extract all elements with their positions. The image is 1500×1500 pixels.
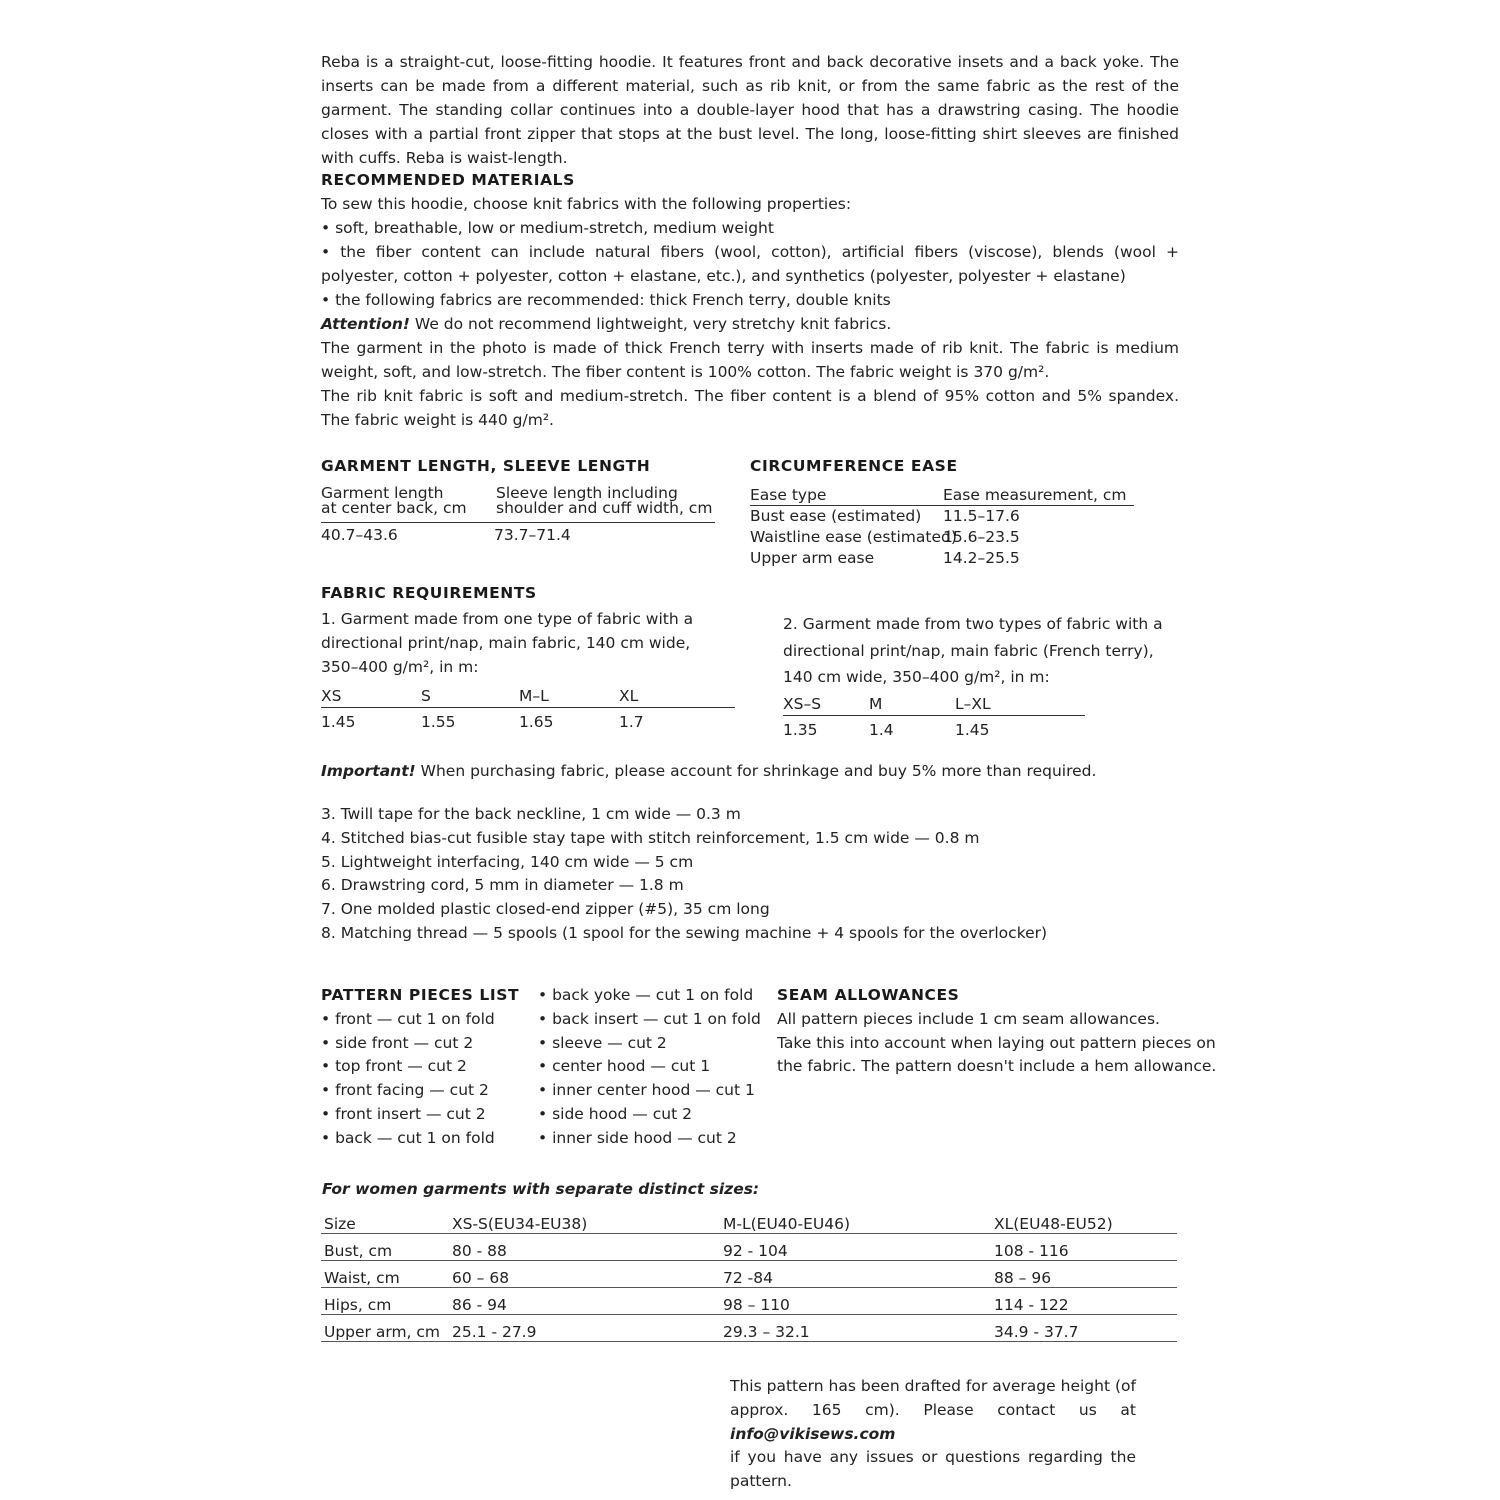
list-item: • front — cut 1 on fold [321,1009,495,1028]
notions-list [321,803,1047,946]
list-item: • front facing — cut 2 [321,1081,489,1100]
col1-line2: at center back, cm [321,499,467,517]
fabric-req-heading: FABRIC REQUIREMENTS [321,584,537,602]
table-header-cell: M-L(EU40-EU46) [720,1207,991,1234]
list-item: • center hood — cut 1 [538,1057,711,1076]
table-cell: Bust, cm [321,1234,449,1261]
fabric-option-2-value-row [783,721,1085,741]
list-item: • inner center hood — cut 1 [538,1081,755,1100]
ease-header-row [750,485,1134,506]
ease-col-type: Ease type [750,486,827,504]
important-note [321,762,1096,780]
ease-type: Waistline ease (estimated) [750,528,957,546]
fabric-option-2-size-row [783,695,1085,716]
table-cell: Waist, cm [321,1261,449,1288]
fabric-amount: 1.7 [619,713,644,731]
table-cell: 72 -84 [720,1261,991,1288]
list-item: • back yoke — cut 1 on fold [538,986,754,1004]
size-label: L–XL [955,695,991,713]
intro-paragraph: Reba is a straight-cut, loose-fitting hoodie. It features front and back decorative insets and a back yoke. The inserts can be made from a different material, such as rib knit, or from the same fabric as the rest of the garment. The standing collar continues into a double-layer hood that has a drawstring casing. The hoodie closes with a partial front zipper that stops at the bust level. The long, loose-fitting shirt sleeves are finished with cuffs. Reba is waist-length. [321,53,1179,167]
col2-line1: Sleeve length including [496,484,678,502]
list-item: • back insert — cut 1 on fold [538,1009,761,1028]
size-label: M [869,695,883,713]
list-item: • front insert — cut 2 [321,1104,486,1123]
footer-text: approx. 165 cm). Please contact us at [730,1400,1136,1419]
size-label: XL [619,687,639,705]
fabric-amount: 1.55 [421,713,456,731]
ease-table [750,485,1134,569]
garment-length-value: 40.7–43.6 [321,526,398,544]
fabric-amount: 1.45 [955,721,990,739]
fabric-option-1-text [321,607,693,679]
materials-lead: To sew this hoodie, choose knit fabrics with the following properties: [321,195,852,213]
table-cell: 92 - 104 [720,1234,991,1261]
fabric-amount: 1.4 [869,721,894,739]
footer-line: if you have any issues or questions regarding the pattern. [730,1448,1136,1491]
materials-bullet: • the following fabrics are recommended: thick French terry, double knits [321,291,891,309]
table-cell: 88 – 96 [991,1261,1177,1288]
attention-text: We do not recommend lightweight, very stretchy knit fabrics. [410,315,892,333]
ease-type: Bust ease (estimated) [750,507,922,525]
important-label: Important! [321,762,416,780]
list-item: • sleeve — cut 2 [538,1033,667,1052]
ease-row [750,548,1134,569]
pattern-pieces-col2 [538,984,761,1151]
opt2-line: 140 cm wide, 350–400 g/m², in m: [783,668,1050,686]
size-label: S [421,687,431,705]
table-header-cell: XL(EU48-EU52) [991,1207,1177,1234]
list-item: 4. Stitched bias-cut fusible stay tape with stitch reinforcement, 1.5 cm wide — 0.8 m [321,828,980,847]
footer-line [730,1399,1136,1447]
opt2-line: directional print/nap, main fabric (French terry), [783,641,1154,660]
seam-allowances-section [777,984,1216,1079]
table-row [321,1234,1177,1261]
ease-value: 11.5–17.6 [943,507,1020,525]
fabric-option-2-text [783,611,1163,691]
garment-length-col2 [496,486,712,516]
rib-note: The rib knit fabric is soft and medium-stretch. The fiber content is a blend of 95% cotton and 5% spandex. The fabric weight is 440 g/m². [321,387,1179,429]
list-item: 8. Matching thread — 5 spools (1 spool for the sewing machine + 4 spools for the overlocker) [321,923,1048,942]
opt1-line: 1. Garment made from one type of fabric with a [321,610,694,628]
list-item: 3. Twill tape for the back neckline, 1 cm wide — 0.3 m [321,805,741,823]
fabric-amount: 1.65 [519,713,554,731]
pattern-pieces-heading: PATTERN PIECES LIST [321,986,520,1004]
table-cell: 25.1 - 27.9 [449,1315,720,1342]
list-item: • top front — cut 2 [321,1057,467,1076]
list-item: • side hood — cut 2 [538,1104,692,1123]
table-cell: 80 - 88 [449,1234,720,1261]
garment-length-header [321,486,715,523]
table-cell: 29.3 – 32.1 [720,1315,991,1342]
ease-type: Upper arm ease [750,549,875,567]
table-cell: 34.9 - 37.7 [991,1315,1177,1342]
list-item: 6. Drawstring cord, 5 mm in diameter — 1.8 m [321,876,684,895]
materials-bullet: • soft, breathable, low or medium-stretch, medium weight [321,219,774,237]
size-chart-header-row [321,1207,1177,1234]
footer-note [730,1375,1136,1494]
ease-row [750,527,1134,548]
opt1-line: directional print/nap, main fabric, 140 cm wide, [321,634,691,652]
list-item: 7. One molded plastic closed-end zipper (#5), 35 cm long [321,900,770,919]
fabric-amount: 1.45 [321,713,356,731]
table-cell: 98 – 110 [720,1288,991,1315]
size-label: XS [321,687,342,705]
ease-col-value: Ease measurement, cm [943,486,1127,504]
pattern-pieces-col1 [321,984,519,1151]
ease-heading: CIRCUMFERENCE EASE [750,457,958,475]
garment-length-heading: GARMENT LENGTH, SLEEVE LENGTH [321,457,651,475]
garment-length-col1 [321,486,467,516]
table-cell: 86 - 94 [449,1288,720,1315]
size-chart-title: For women garments with separate distinct sizes: [322,1180,760,1198]
footer-line: This pattern has been drafted for average height (of [730,1377,1136,1395]
fabric-amount: 1.35 [783,721,818,739]
opt1-line: 350–400 g/m², in m: [321,658,479,676]
table-header-cell: XS-S(EU34-EU38) [449,1207,720,1234]
important-text: When purchasing fabric, please account for shrinkage and buy 5% more than required. [415,762,1097,780]
table-header-cell: Size [321,1207,449,1234]
list-item: • inner side hood — cut 2 [538,1128,737,1147]
seam-line: the fabric. The pattern doesn't include a hem allowance. [777,1057,1217,1076]
size-label: M–L [519,687,549,705]
col2-line2: shoulder and cuff width, cm [496,499,713,517]
ease-value: 14.2–25.5 [943,549,1020,567]
seam-heading: SEAM ALLOWANCES [777,986,960,1004]
list-item: • side front — cut 2 [321,1033,474,1052]
opt2-line: 2. Garment made from two types of fabric with a [783,615,1163,633]
table-cell: 108 - 116 [991,1234,1177,1261]
photo-note: The garment in the photo is made of thick French terry with inserts made of rib knit. The fabric is medium weight, soft, and low-stretch. The fiber content is 100% cotton. The fabric weight is 370 g/m². [321,339,1179,381]
attention-note [321,312,1179,336]
col1-line1: Garment length [321,484,444,502]
table-cell: 60 – 68 [449,1261,720,1288]
size-chart-table [321,1207,1177,1342]
table-row [321,1315,1177,1342]
table-cell: Upper arm, cm [321,1315,449,1342]
sleeve-length-value: 73.7–71.4 [494,526,571,544]
table-cell: 114 - 122 [991,1288,1177,1315]
size-label: XS–S [783,695,822,713]
table-row [321,1288,1177,1315]
ease-value: 15.6–23.5 [943,528,1020,546]
materials-section [321,168,1179,432]
list-item: • back — cut 1 on fold [321,1128,495,1147]
fabric-option-1-value-row [321,713,735,733]
materials-heading: RECOMMENDED MATERIALS [321,171,575,189]
attention-label: Attention! [321,315,410,333]
seam-line: Take this into account when laying out pattern pieces on [777,1033,1216,1052]
materials-bullet: • the fiber content can include natural fibers (wool, cotton), artificial fibers (viscose), blends (wool + polyester, cotton + polyester, cotton + elastane, etc.), and synthetics (polyester, polyester + elastane) [321,243,1179,285]
table-row [321,1261,1177,1288]
list-item: 5. Lightweight interfacing, 140 cm wide — 5 cm [321,852,694,871]
fabric-option-1-size-row [321,687,735,708]
table-cell: Hips, cm [321,1288,449,1315]
seam-line: All pattern pieces include 1 cm seam allowances. [777,1009,1160,1028]
ease-row [750,506,1134,527]
contact-email-link[interactable]: info@vikisews.com [730,1424,896,1443]
